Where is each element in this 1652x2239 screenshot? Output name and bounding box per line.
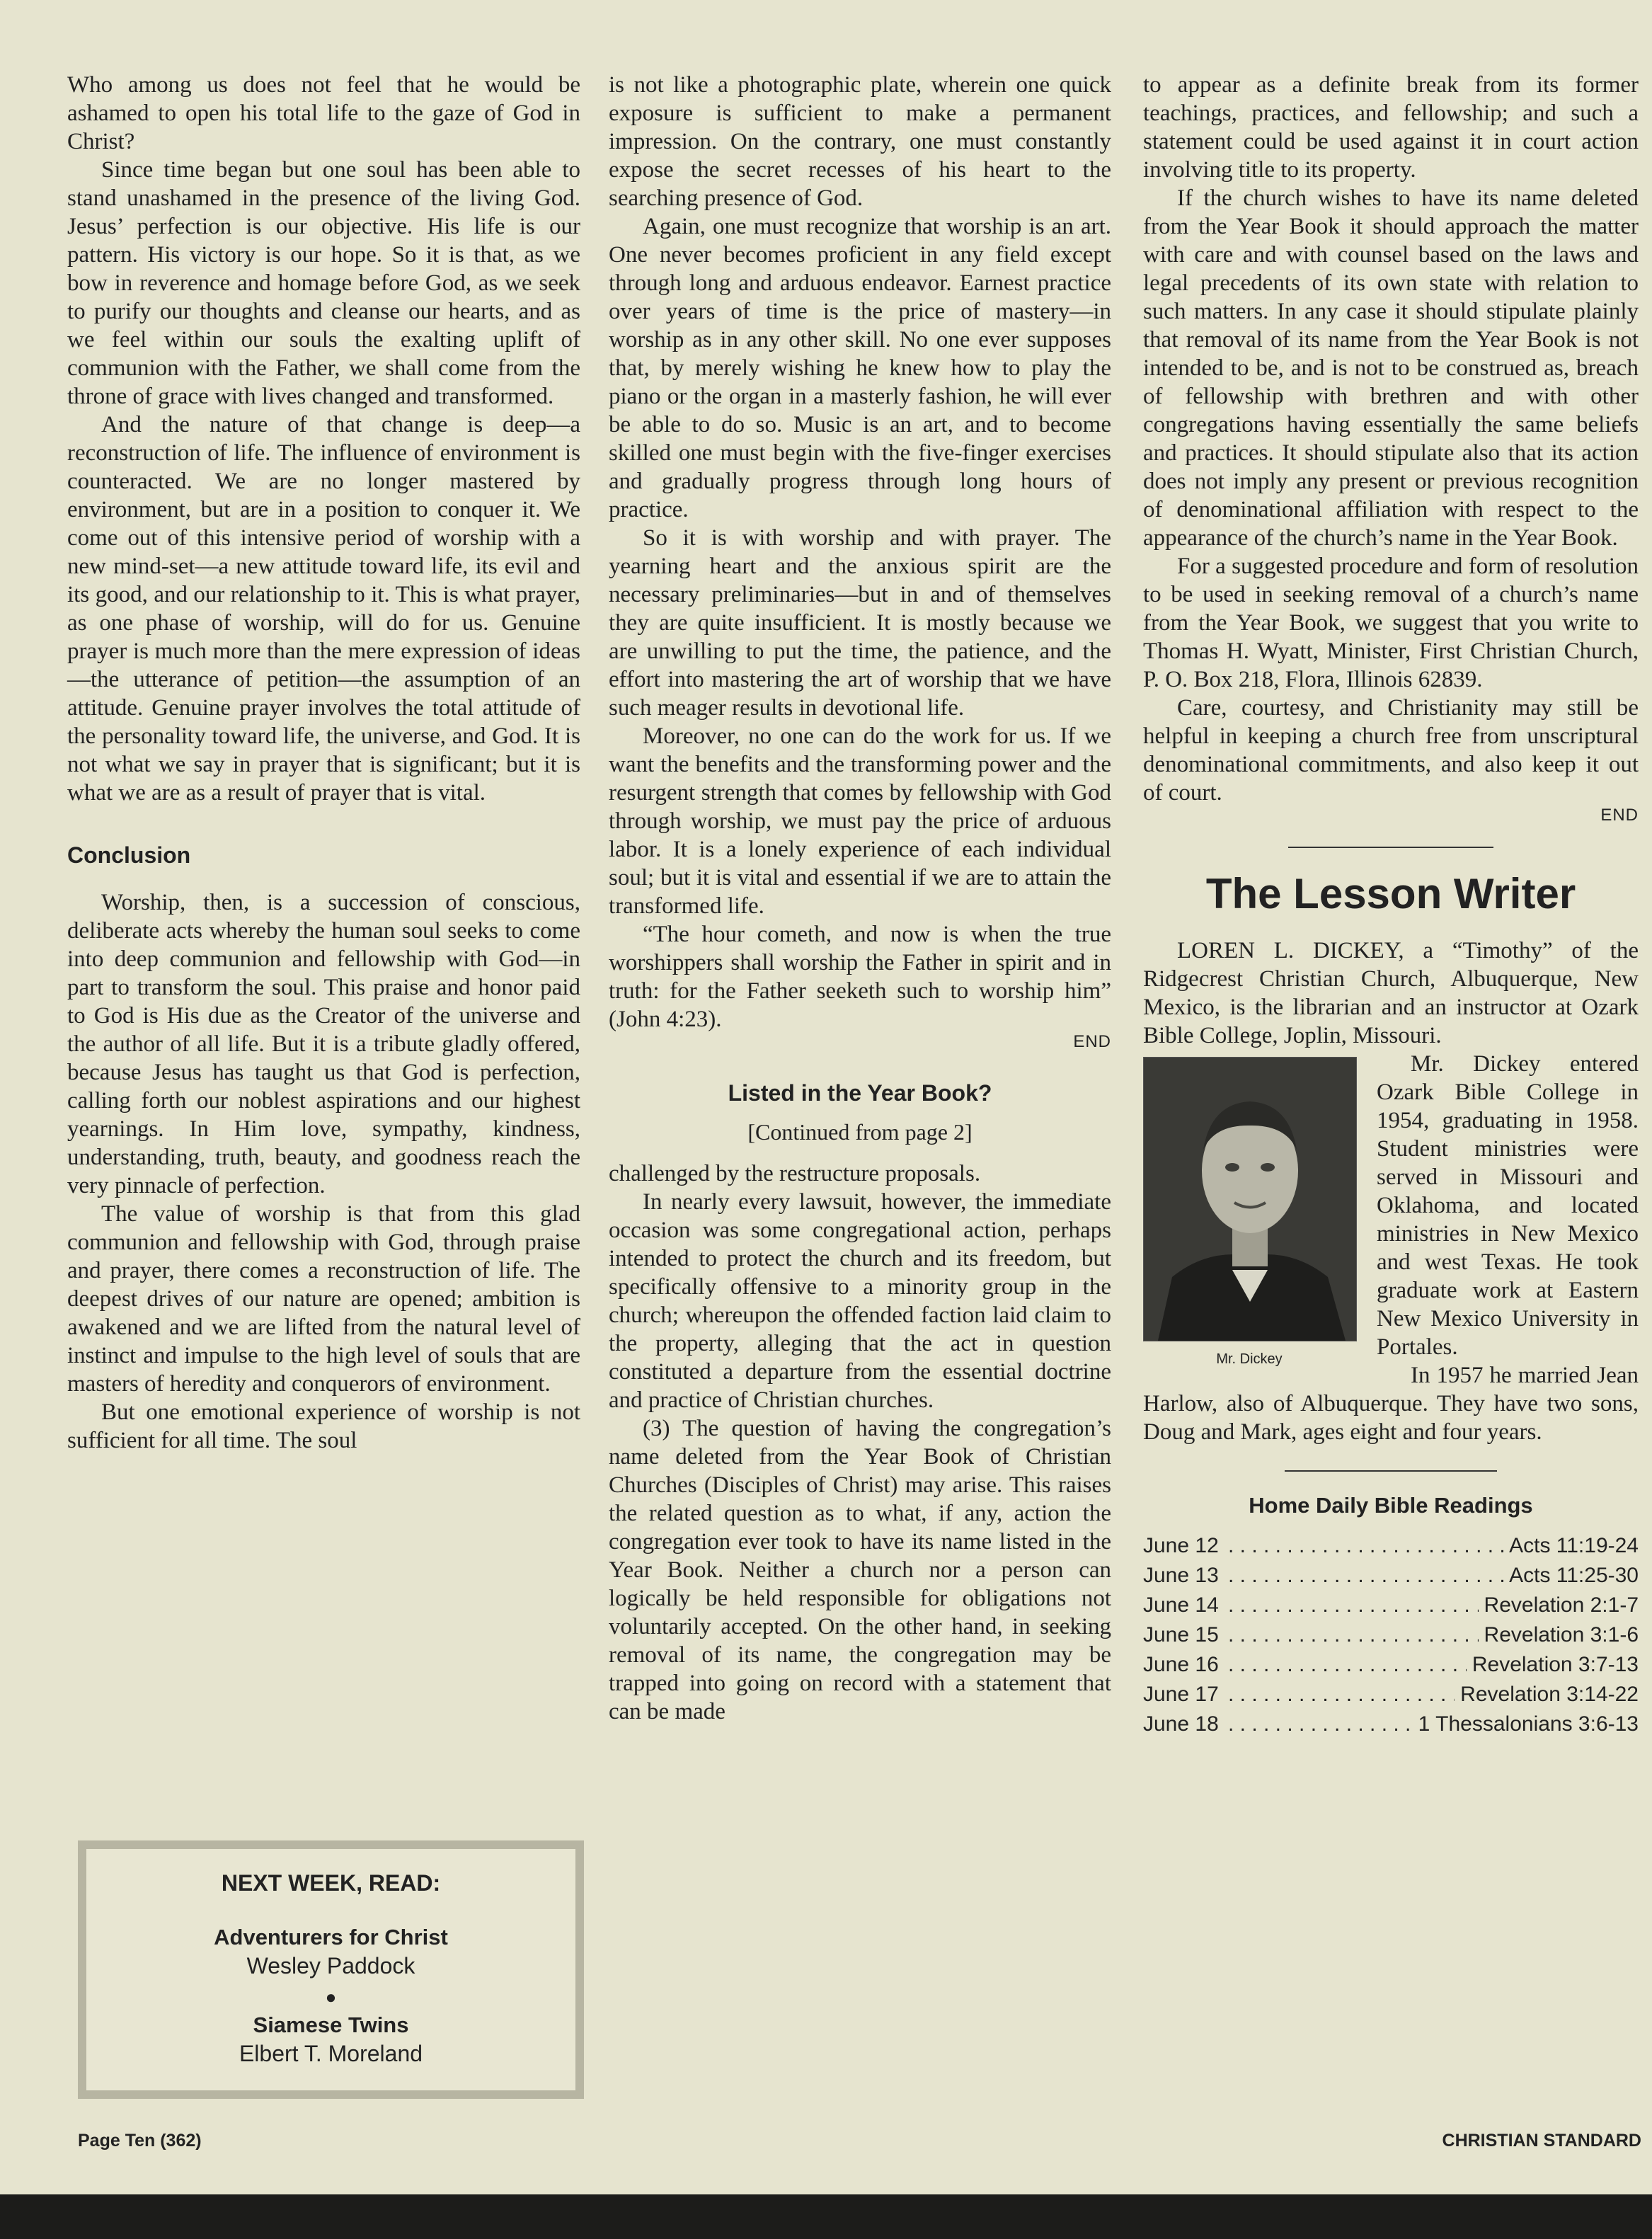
reading-date: June 13 bbox=[1143, 1564, 1219, 1587]
end-mark: END bbox=[1073, 1032, 1111, 1051]
reading-row bbox=[1143, 1680, 1639, 1710]
writer-intro: LOREN L. DICKEY, a “Timothy” of the Ridgecrest Christian Church, Albuquerque, New Mexico, is the librarian and an instructor at Ozark Bible College, Joplin, Missouri. bbox=[1143, 938, 1639, 1048]
paragraph: Moreover, no one can do the work for us. If we want the benefits and the transforming power and the resurgent strength that comes by fellowship with God through worship, we must pay the price of arduous labor. It is a lonely experience of each individual soul; but it is vital and essential if we are to attain the transformed life. bbox=[609, 723, 1111, 919]
reading-ref: Revelation 2:1-7 bbox=[1484, 1593, 1639, 1617]
next-week-author-2: Elbert T. Moreland bbox=[239, 2041, 423, 2066]
reading-date: June 18 bbox=[1143, 1712, 1219, 1736]
paragraph: If the church wishes to have its name deleted from the Year Book it should approach the matter with care and with counsel based on the laws and legal precedents of its own state with relation to such matters. In any case it should stipulate plainly that removal of its name from the Year Book is not intended to be, and is not to be construed as, breach of fellowship with brethren and with other congregations having essentially the same beliefs and practices. It should stipulate also that its action does not imply any present or previous recognition of denominational affiliation with respect to the appearance of the church’s name in the Year Book. bbox=[1143, 185, 1639, 551]
end-mark: END bbox=[1600, 806, 1639, 825]
paragraph: So it is with worship and with prayer. The yearning heart and the anxious spirit are the necessary preliminaries—but in and of themselves they are quite insufficient. It is mostly because we are unwilling to put the time, the patience, and the effort into mastering the art of worship that we have such meager results in devotional life. bbox=[609, 525, 1111, 721]
reading-ref: Revelation 3:7-13 bbox=[1472, 1653, 1639, 1676]
reading-ref: 1 Thessalonians 3:6-13 bbox=[1418, 1712, 1639, 1736]
portrait-icon bbox=[1144, 1058, 1356, 1341]
reading-ref: Acts 11:25-30 bbox=[1509, 1564, 1639, 1587]
bible-readings bbox=[1143, 1493, 1639, 1739]
next-week-title-2: Siamese Twins bbox=[253, 2012, 409, 2037]
next-week-title-1: Adventurers for Christ bbox=[214, 1925, 448, 1949]
divider bbox=[1288, 847, 1493, 848]
divider bbox=[1285, 1470, 1497, 1472]
paragraph: challenged by the restructure proposals. bbox=[609, 1161, 981, 1186]
column-1 bbox=[67, 71, 580, 1455]
paragraph: In nearly every lawsuit, however, the immediate occasion was some congregational action, perhaps intended to protect the church and its freedom, but specifically offensive to a minority group in the church; whereupon the offended faction laid claim to the property, alleging that the act in question constituted a departure from the essential doctrine and practice of Christian churches. bbox=[609, 1189, 1111, 1413]
paragraph: is not like a photographic plate, wherein one quick exposure is sufficient to make a permanent impression. On the contrary, one must constantly expose the secret recesses of his heart to the searching presence of God. bbox=[609, 72, 1111, 211]
continued-note: [Continued from page 2] bbox=[747, 1119, 973, 1145]
reading-date: June 14 bbox=[1143, 1593, 1219, 1617]
reading-row bbox=[1143, 1591, 1639, 1620]
column-2 bbox=[609, 71, 1111, 1726]
reading-date: June 17 bbox=[1143, 1683, 1219, 1706]
reading-date: June 12 bbox=[1143, 1534, 1219, 1557]
reading-date: June 15 bbox=[1143, 1623, 1219, 1647]
reading-ref: Revelation 3:1-6 bbox=[1484, 1623, 1639, 1647]
reading-date: June 16 bbox=[1143, 1653, 1219, 1676]
reading-row bbox=[1143, 1650, 1639, 1680]
paragraph: “The hour cometh, and now is when the true worshippers shall worship the Father in spirit and in truth: for the Father seeketh such to worship him” (John 4:23). bbox=[609, 922, 1111, 1032]
publication-name: CHRISTIAN STANDARD bbox=[1442, 2131, 1641, 2151]
bullet-icon: ● bbox=[325, 1986, 337, 2008]
paragraph: And the nature of that change is deep—a reconstruction of life. The influence of environment is counteracted. We are no longer mastered by environment, but are in a position to conquer it. We come out of this intensive period of worship with a new mind-set—a new attitude toward life, its evil and its good, and our relationship to it. This is what prayer, as one phase of worship, will do for us. Genuine prayer is much more than the mere expression of ideas—the utterance of petition—the assumption of an attitude. Genuine prayer involves the total attitude of the personality toward life, the universe, and God. It is not what we say in prayer that is significant; but it is what we are as a result of prayer that is vital. bbox=[67, 412, 580, 806]
next-week-author-1: Wesley Paddock bbox=[246, 1953, 415, 1979]
lesson-writer-title: The Lesson Writer bbox=[1205, 870, 1576, 917]
paragraph: For a suggested procedure and form of resolution to be used in seeking removal of a church’s name from the Year Book, we suggest that you write to Thomas H. Wyatt, Minister, First Christian Church, P. O. Box 218, Flora, Illinois 62839. bbox=[1143, 554, 1639, 692]
section-heading-conclusion: Conclusion bbox=[67, 842, 191, 868]
next-week-box bbox=[78, 1840, 584, 2099]
reading-ref: Revelation 3:14-22 bbox=[1460, 1683, 1639, 1706]
writer-family: In 1957 he married Jean Harlow, also of Albuquerque. They have two sons, Doug and Mark, ages eight and four years. bbox=[1143, 1363, 1639, 1445]
paragraph: Care, courtesy, and Christianity may still be helpful in keeping a church free from unscriptural denominational commitments, and also keep it out of court. bbox=[1143, 695, 1639, 806]
next-week-heading: NEXT WEEK, READ: bbox=[221, 1870, 441, 1896]
readings-title: Home Daily Bible Readings bbox=[1249, 1493, 1533, 1518]
scan-edge bbox=[0, 2194, 1652, 2239]
paragraph: But one emotional experience of worship is not sufficient for all time. The soul bbox=[67, 1399, 580, 1453]
reading-row bbox=[1143, 1531, 1639, 1561]
page-number: Page Ten (362) bbox=[78, 2131, 202, 2151]
reading-row bbox=[1143, 1561, 1639, 1591]
article-heading: Listed in the Year Book? bbox=[728, 1080, 992, 1106]
paragraph: Worship, then, is a succession of conscious, deliberate acts whereby the human soul seeks to come into deep communion and fellowship with God—in part to transform the soul. This praise and honor paid to God is His due as the Creator of the universe and the author of all life. But it is a tribute gladly offered, because Jesus has taught us that God is perfection, calling forth our noblest aspirations and our highest yearnings. In Him love, sympathy, kindness, understanding, truth, beauty, and goodness reach the very pinnacle of perfection. bbox=[67, 890, 580, 1198]
paragraph: Who among us does not feel that he would be ashamed to open his total life to the gaze of God in Christ? bbox=[67, 72, 580, 154]
paragraph: Again, one must recognize that worship is an art. One never becomes proficient in any field except through long and arduous endeavor. Earnest practice over years of time is the price of mastery—in worship as in any other skill. No one ever supposes that, by merely wishing he knew how to play the piano or the organ in a masterly fashion, he will ever be able to do so. Music is an art, and to become skilled one must begin with the five-finger exercises and gradually progress through long hours of practice. bbox=[609, 214, 1111, 522]
portrait-image bbox=[1143, 1057, 1357, 1341]
paragraph: (3) The question of having the congregation’s name deleted from the Year Book of Christian Churches (Disciples of Christ) may arise. This raises the related question as to what, if any, action the congregation ever took to have its name listed in the Year Book. Neither a church nor a person can logically be held responsible for obligations not voluntarily accepted. On the other hand, in seeking removal of its name, the congregation may be trapped into going on record with a statement that can be made bbox=[609, 1416, 1111, 1724]
paragraph: Since time began but one soul has been able to stand unashamed in the presence of the living God. Jesus’ perfection is our objective. His life is our pattern. His victory is our hope. So it is that, as we bow in reverence and homage before God, as we seek to purify our thoughts and cleanse our hearts, and as we feel within our souls the exalting uplift of communion with the Father, we shall come from the throne of grace with lives changed and transformed. bbox=[67, 157, 580, 409]
author-photo bbox=[1143, 1057, 1355, 1375]
column-3 bbox=[1143, 71, 1639, 1739]
reading-ref: Acts 11:19-24 bbox=[1509, 1534, 1639, 1557]
reading-row bbox=[1143, 1620, 1639, 1650]
photo-caption: Mr. Dickey bbox=[1216, 1351, 1283, 1367]
paragraph: The value of worship is that from this glad communion and fellowship with God, through praise and prayer, there comes a reconstruction of life. The deepest drives of our nature are opened; ambition is awakened and we are lifted from the natural level of instinct and impulse to the high level of souls that are masters of heredity and conquerors of environment. bbox=[67, 1201, 580, 1397]
paragraph: to appear as a definite break from its former teachings, practices, and fellowship; and such a statement could be used against it in court action involving title to its property. bbox=[1143, 72, 1639, 183]
reading-row bbox=[1143, 1710, 1639, 1739]
writer-bio: Mr. Dickey entered Ozark Bible College in 1954, graduating in 1958. Student ministries were served in Missouri and Oklahoma, and located ministries in New Mexico and west Texas. He took graduate work at Eastern New Mexico University in Portales. bbox=[1377, 1051, 1639, 1360]
